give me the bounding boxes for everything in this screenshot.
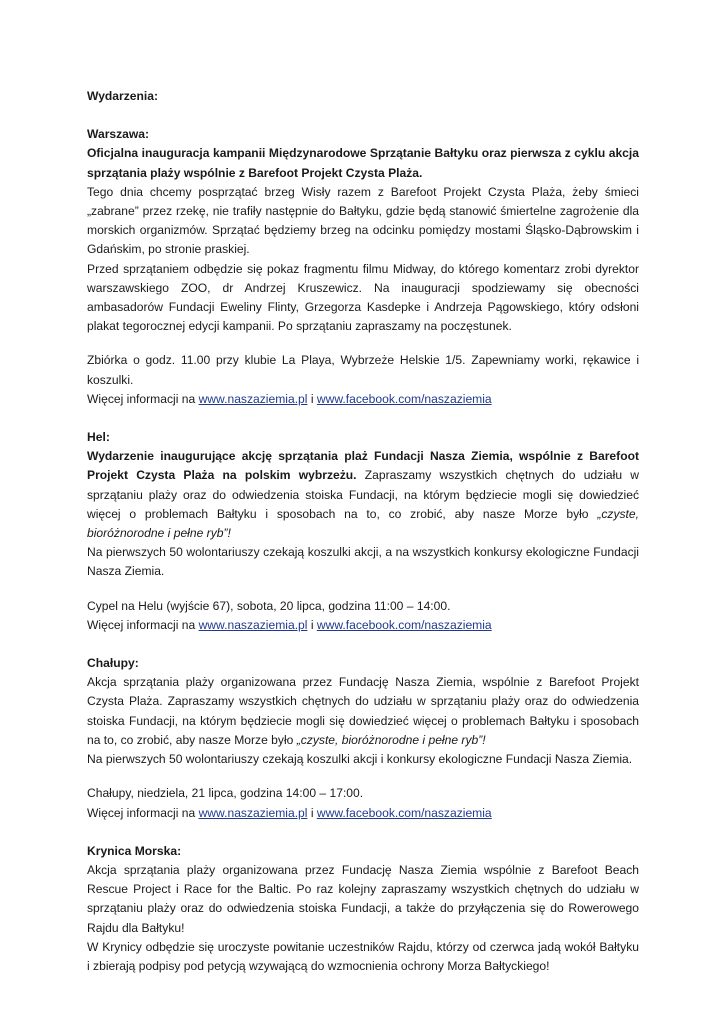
more-info-prefix: Więcej informacji na [87,805,199,820]
hel-when: Cypel na Helu (wyjście 67), sobota, 20 lipca, godzina 11:00 – 14:00. [87,598,451,613]
more-info-prefix: Więcej informacji na [87,617,199,632]
hel-paragraph-1 [87,447,639,543]
section-krynica [87,842,639,976]
chalupy-when: Chałupy, niedziela, 21 lipca, godzina 14:00 – 17:00. [87,786,364,801]
naszaziemia-link[interactable]: www.naszaziemia.pl [198,391,308,406]
more-info-prefix: Więcej informacji na [87,391,199,406]
hel-quote: „czyste, bioróżnorodne i pełne ryb”! [87,506,639,541]
hel-body: Zapraszamy wszystkich chętnych do udziału w sprzątaniu plaży oraz do odwiedzenia stoiska Fundacji, na którym będziecie mogli się dowiedzieć więcej o problemach Bałtyku i sposobach na to, co zrobić, aby nasze Morze było [87,468,639,521]
events-heading: Wydarzenia: [87,89,159,103]
warszawa-paragraph-1: Tego dnia chcemy posprzątać brzeg Wisły razem z Barefoot Projekt Czysta Plaża, żeby śmieci „zabrane” przez rzekę, nie trafiły następnie do Bałtyku, gdzie będą stanowić śmiertelne zagrożenie dla morskich organizmów. Sprzątać będziemy brzeg na odcinku pomiędzy mostami Śląsko-Dąbrowskim i Gdańskim, po stronie praskiej. [87,184,639,257]
section-hel [87,428,639,635]
hel-paragraph-2: Na pierwszych 50 wolontariuszy czekają koszulki akcji, a na wszystkich konkursy ekologiczne Fundacji Nasza Ziemia. [87,545,639,579]
chalupy-title: Chałupy: [87,656,139,671]
and-text: i [307,617,317,632]
chalupy-more-info [87,804,639,823]
krynica-paragraph-1: Akcja sprzątania plaży organizowana przez Fundację Nasza Ziemia wspólnie z Barefoot Beach Rescue Project i Race for the Baltic. Po raz kolejny zapraszamy wszystkich chętnych do udziału w sprzątaniu plaży oraz do odwiedzenia stoiska Fundacji, a także do przyłączenia się do Rowerowego Rajdu dla Bałtyku! [87,862,639,935]
chalupy-body: Akcja sprzątania plaży organizowana przez Fundację Nasza Ziemia, wspólnie z Barefoot Projekt Czysta Plaża. Zapraszamy wszystkich chętnych do udziału w sprzątaniu plaży oraz do odwiedzenia stoiska Fundacji, na którym będziecie mogli się dowiedzieć więcej o problemach Bałtyku i sposobach na to, co zrobić, aby nasze Morze było [87,675,639,747]
warszawa-title: Warszawa: [87,127,150,142]
krynica-title: Krynica Morska: [87,843,182,858]
hel-title: Hel: [87,430,110,445]
section-warszawa [87,125,639,409]
naszaziemia-link[interactable]: www.naszaziemia.pl [198,617,308,632]
chalupy-quote: „czyste, bioróżnorodne i pełne ryb”! [296,732,486,747]
hel-lead: Wydarzenie inaugurujące akcję sprzątania plaż Fundacji Nasza Ziemia, wspólnie z Barefoot Projekt Czysta Plaża na polskim wybrzeżu. [87,449,639,483]
and-text: i [307,805,317,820]
chalupy-paragraph-1 [87,673,639,750]
warszawa-lead: Oficjalna inauguracja kampanii Międzynarodowe Sprzątanie Bałtyku oraz pierwsza z cyklu akcja sprzątania plaży wspólnie z Barefoot Projekt Czysta Plaża. [87,146,639,180]
warszawa-more-info [87,390,639,409]
chalupy-paragraph-2: Na pierwszych 50 wolontariuszy czekają koszulki akcji i konkursy ekologiczne Fundacji Nasza Ziemia. [87,752,633,767]
warszawa-paragraph-2: Przed sprzątaniem odbędzie się pokaz fragmentu filmu Midway, do którego komentarz zrobi dyrektor warszawskiego ZOO, dr Andrzej Kruszewicz. Na inauguracji spodziewamy się obecności ambasadorów Fundacji Eweliny Flinty, Grzegorza Kasdepke i Andrzeja Pągowskiego, który odsłoni plakat tegorocznej edycji kampanii. Po sprzątaniu zapraszamy na poczęstunek. [87,261,639,334]
krynica-paragraph-2: W Krynicy odbędzie się uroczyste powitanie uczestników Rajdu, którzy od czerwca jadą wokół Bałtyku i zbierają podpisy pod petycją wzywającą do wzmocnienia ochrony Morza Bałtyckiego! [87,939,639,973]
warszawa-meeting: Zbiórka o godz. 11.00 przy klubie La Playa, Wybrzeże Helskie 1/5. Zapewniamy worki, rękawice i koszulki. [87,353,639,387]
facebook-link[interactable]: www.facebook.com/naszaziemia [316,805,492,820]
hel-more-info [87,616,639,635]
facebook-link[interactable]: www.facebook.com/naszaziemia [316,617,492,632]
facebook-link[interactable]: www.facebook.com/naszaziemia [316,391,492,406]
and-text: i [307,391,317,406]
section-chalupy [87,654,639,823]
naszaziemia-link[interactable]: www.naszaziemia.pl [198,805,308,820]
